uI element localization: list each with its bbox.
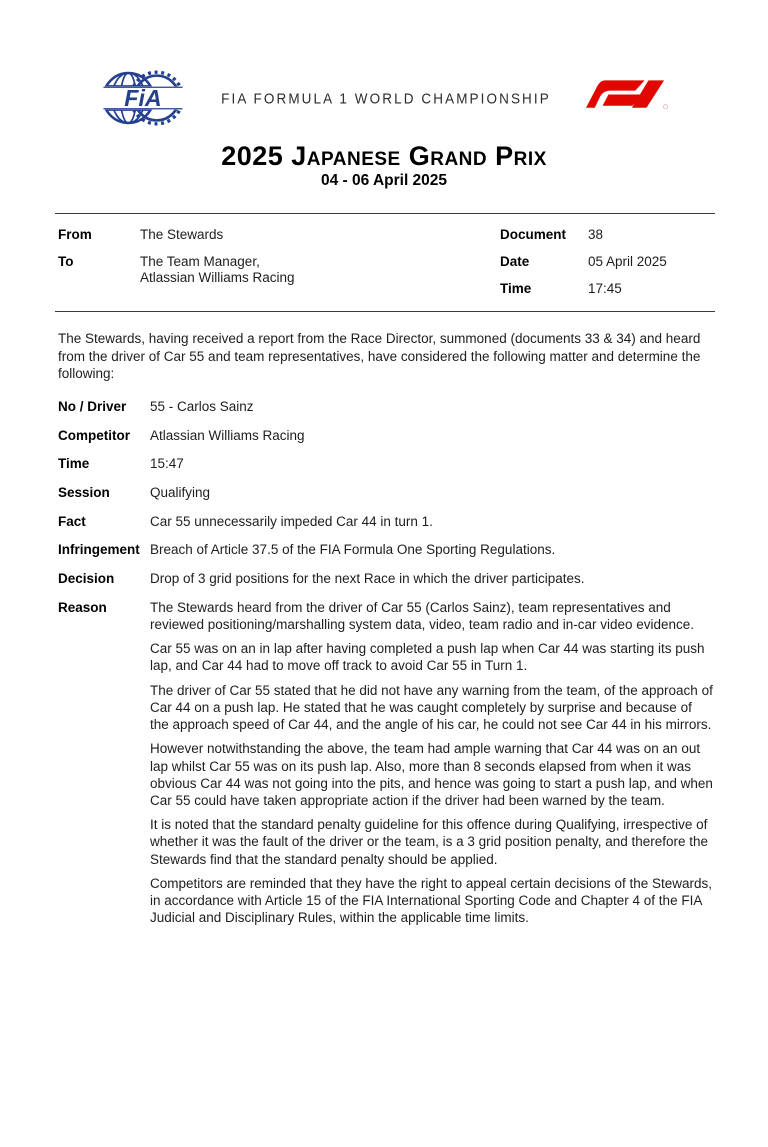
reason-label: Reason [58,599,107,615]
reason-paragraph: Car 55 was on an in lap after having completed a push lap when Car 44 was starting its push lap, and Car 44 had to move off track to avoid Car 55 in Turn 1. [150,641,705,674]
meta-table [55,213,715,312]
f1-logo-icon [586,77,668,115]
to-value [140,254,500,297]
field-label: Time [58,456,90,472]
reason-paragraph: Competitors are reminded that they have the right to appeal certain decisions of the Stewards, in accordance with Article 15 of the FIA International Sporting Code and Chapter 4 of the FIA Judicial and Disciplinary Rules, within the applicable time limits. [150,875,713,926]
field-label: Infringement [58,542,140,558]
document-value: 38 [588,227,604,243]
field-label: Competitor [58,427,130,443]
field-row-session [58,484,713,501]
reason-value [150,599,713,926]
event-title: 2025 Japanese Grand Prix [221,141,547,171]
fia-logo-icon [100,63,186,133]
reason-paragraph: It is noted that the standard penalty guideline for this offence during Qualifying, irrespective of whether it was the fault of the driver or the team, is a 3 grid position penalty, and therefore the Stewards find that the standard penalty should be applied. [150,817,709,867]
field-row-no-driver [58,398,713,415]
field-value: Drop of 3 grid positions for the next Race in which the driver participates. [150,571,585,587]
field-value: Car 55 unnecessarily impeded Car 44 in turn 1. [150,513,433,529]
field-value: Qualifying [150,485,211,501]
field-row-decision [58,570,713,587]
event-dates: 04 - 06 April 2025 [320,172,448,190]
date-value: 05 April 2025 [588,254,667,270]
to-value-line2: Atlassian Williams Racing [140,270,295,286]
field-value: Breach of Article 37.5 of the FIA Formula One Sporting Regulations. [150,542,556,558]
field-value: Atlassian Williams Racing [150,427,305,443]
field-row-competitor [58,427,713,444]
header [0,60,768,136]
time-label: Time [500,281,532,297]
field-row-infringement [58,541,713,558]
document-body [58,330,713,926]
field-label: Decision [58,571,115,587]
field-label: Fact [58,513,86,529]
field-label: Session [58,485,110,501]
field-value: 55 - Carlos Sainz [150,398,254,414]
from-label: From [58,227,92,243]
reason-paragraph: However notwithstanding the above, the team had ample warning that Car 44 was on an out lap whilst Car 55 was on its push lap. Also, more than 8 seconds elapsed from when it was obvious Car 44 was not going into the pits, and hence was going to start a push lap, and when Car 55 could have taken appropriate action if the driver had been warned by the team. [150,741,713,808]
field-row-fact [58,513,713,530]
intro-paragraph: The Stewards, having received a report from the Race Director, summoned (documents 33 & 34) and heard from the driver of Car 55 and team representatives, have considered the following matter and determine the following: [58,331,701,381]
date-label: Date [500,254,530,270]
field-value: 15:47 [150,456,184,472]
field-row-reason [58,599,713,926]
to-label: To [58,254,74,270]
field-label: No / Driver [58,398,127,414]
field-row-time [58,455,713,472]
to-value-line1: The Team Manager, [140,254,260,270]
document-label: Document [500,227,567,243]
document-page [0,60,768,1147]
from-value: The Stewards [140,227,224,243]
time-value: 17:45 [588,281,622,297]
svg-text:FiA: FiA [124,85,162,112]
reason-paragraph: The driver of Car 55 stated that he did not have any warning from the team, of the approach of Car 44 on a push lap. He stated that he was caught completely by surprise and because of the approach speed of Car 44, and the angle of his car, he could not see Car 44 in his mirrors. [150,682,713,733]
reason-paragraph: The Stewards heard from the driver of Car 55 (Carlos Sainz), team representatives and reviewed positioning/marshalling system data, video, team radio and in-car video evidence. [150,599,695,633]
championship-title: FIA FORMULA 1 WORLD CHAMPIONSHIP [221,89,551,107]
